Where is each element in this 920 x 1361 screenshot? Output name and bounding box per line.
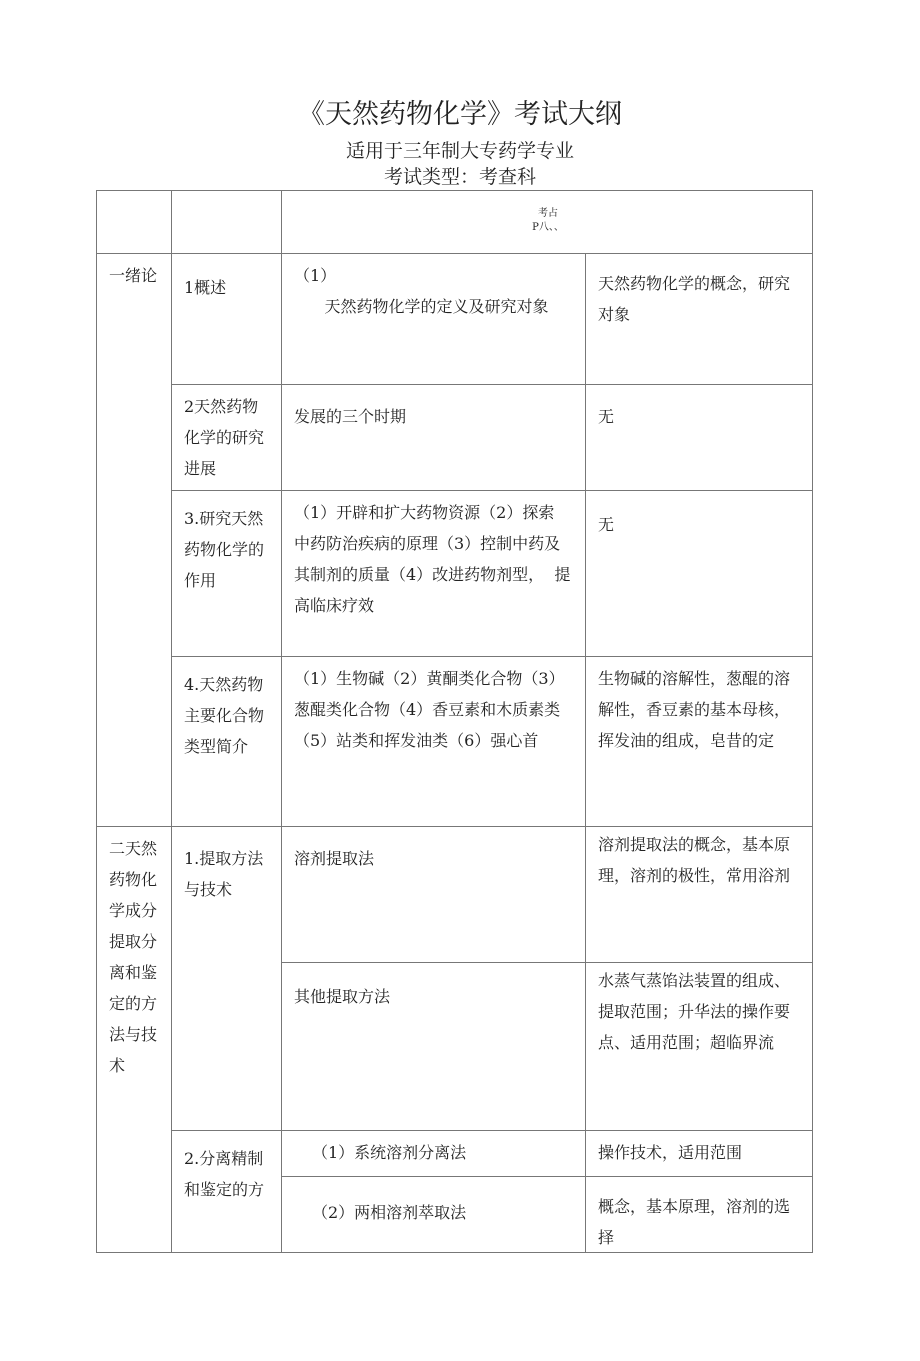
section-cell: 3.研究天然药物化学的作用 (171, 490, 282, 657)
section-cell: 1概述 (171, 253, 282, 385)
points-cell: 生物碱的溶解性，葱醌的溶 解性，香豆素的基本母核， 挥发油的组成，皂昔的定 (585, 656, 813, 827)
subtitle: 适用于三年制大专药学专业 (345, 140, 574, 162)
header-cell-points (281, 190, 813, 254)
content-cell: （1） 天然药物化学的定义及研究对象 (281, 253, 586, 385)
exam-type: 考试类型：考查科 (383, 166, 536, 188)
section-cell: 1.提取方法与技术 (171, 826, 282, 1131)
header-cell-1 (96, 190, 172, 254)
points-cell: 无 (585, 384, 813, 491)
header-text: 考占 (538, 208, 558, 219)
header-cell-2 (171, 190, 282, 254)
points-cell: 无 (585, 490, 813, 657)
points-cell: 水蒸气蒸馅法装置的组成、 提取范围；升华法的操作要 点、适用范围；超临界流 (585, 962, 813, 1131)
content-cell: （1）系统溶剂分离法 (281, 1130, 586, 1177)
content-cell: （2）两相溶剂萃取法 (281, 1176, 586, 1253)
points-cell: 概念，基本原理，溶剂的选 择 (585, 1176, 813, 1253)
document-title: 《天然药物化学》考试大纲 (298, 99, 622, 130)
content-cell: （1）生物碱（2）黄酮类化合物（3） 葱醌类化合物（4）香豆素和木质素类（5）站类和挥发油类（6）强心首 (281, 656, 586, 827)
content-cell: 溶剂提取法 (281, 826, 586, 963)
points-cell: 操作技术，适用范围 (585, 1130, 813, 1177)
header-text: P八、、 (532, 222, 564, 233)
points-cell: 天然药物化学的概念，研究 对象 (585, 253, 813, 385)
chapter-cell: 二天然药物化学成分提取分离和鉴定的方法与技术 (96, 826, 172, 1253)
section-cell: 2天然药物化学的研究进展 (171, 384, 282, 491)
content-cell: （1）开辟和扩大药物资源（2）探索 中药防治疾病的原理（3）控制中药及其制剂的质量（4）改进药物剂型， 提高临床疗效 (281, 490, 586, 657)
section-cell: 4.天然药物主要化合物类型简介 (171, 656, 282, 827)
content-cell: 发展的三个时期 (281, 384, 586, 491)
points-cell: 溶剂提取法的概念，基本原 理，溶剂的极性，常用浴剂 (585, 826, 813, 963)
section-cell: 2.分离精制和鉴定的方 (171, 1130, 282, 1253)
chapter-cell: 一绪论 (96, 253, 172, 827)
content-cell: 其他提取方法 (281, 962, 586, 1131)
